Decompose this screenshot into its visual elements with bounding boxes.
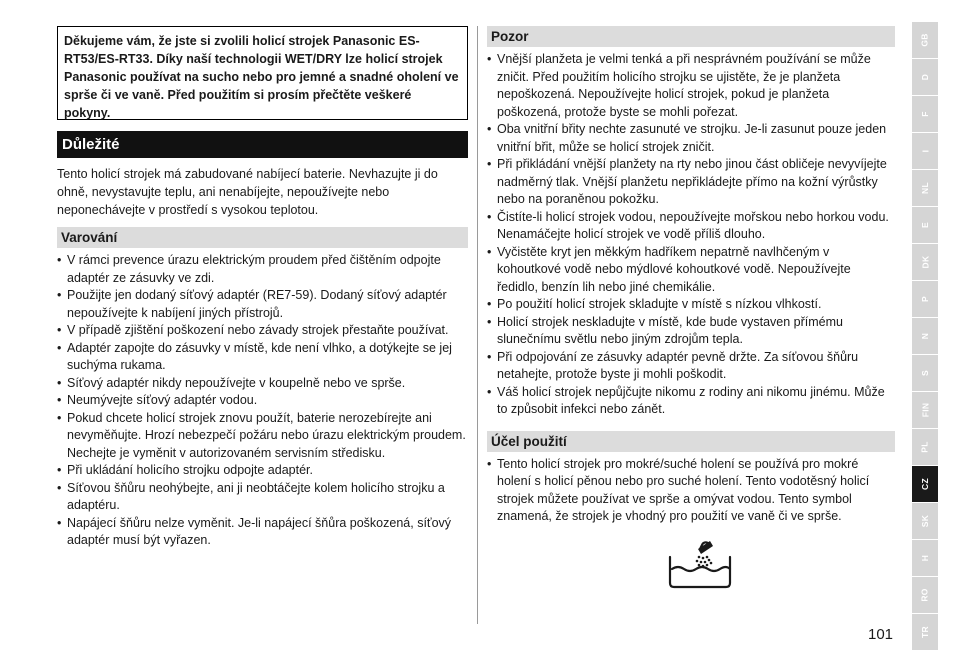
tab-label: PL — [920, 441, 930, 453]
list-item: • Napájecí šňůru nelze vyměnit. Je-li napájecí šňůra poškozená, síťový adaptér musí být vyřazen. — [57, 515, 468, 550]
caution-heading: Pozor — [487, 26, 895, 47]
purpose-heading: Účel použití — [487, 431, 895, 452]
list-item: • Neumývejte síťový adaptér vodou. — [57, 392, 468, 410]
list-item: • Čistíte-li holicí strojek vodou, nepoužívejte mořskou nebo horkou vodu. Nenamáčejte holicí strojek ve vodě příliš dlouho. — [487, 209, 895, 244]
tab-fin[interactable] — [912, 392, 938, 428]
tab-cz[interactable] — [912, 466, 938, 502]
list-item: • Vyčistěte kryt jen měkkým hadříkem nepatrně navlhčeným v kohoutkové vodě nebo mýdlové kohoutkové vodě. Nepoužívejte ředidlo, benzín lih nebo jiné chemikálie. — [487, 244, 895, 297]
left-column — [57, 26, 468, 550]
list-item: • Síťový adaptér nikdy nepoužívejte v koupelně nebo ve sprše. — [57, 375, 468, 393]
list-item: • Síťovou šňůru neohýbejte, ani ji neobtáčejte kolem holicího strojku a adaptéru. — [57, 480, 468, 515]
tab-label: CZ — [920, 478, 930, 490]
warning-list — [57, 252, 468, 550]
list-item: • V případě zjištění poškození nebo závady strojek přestaňte používat. — [57, 322, 468, 340]
tab-label: D — [919, 73, 930, 81]
purpose-list — [487, 456, 895, 526]
tab-label: RO — [919, 588, 930, 602]
right-column — [487, 26, 895, 526]
tab-n[interactable] — [912, 318, 938, 354]
tab-label: DK — [919, 255, 930, 269]
list-item: • Pokud chcete holicí strojek znovu použít, baterie nerozebírejte ani nevyměňujte. Hrozí nebezpečí požáru nebo úrazu elektrickým proudem. Nechejte je vyměnit v autorizovaném servisním středisku. — [57, 410, 468, 463]
tab-label: I — [919, 149, 930, 153]
tab-f[interactable] — [912, 96, 938, 132]
list-item: • Adaptér zapojte do zásuvky v místě, kde není vlhko, a dotýkejte se jej suchýma rukama. — [57, 340, 468, 375]
language-tabs — [912, 22, 938, 651]
column-divider — [477, 26, 478, 624]
tab-label: FIN — [920, 402, 930, 418]
important-text: Tento holicí strojek má zabudované nabíjecí baterie. Nevhazujte ji do ohně, nevystavujte teplu, ani nenabíjejte, nepoužívejte nebo neponechávejte v prostředí s vysokou teplotou. — [57, 167, 438, 217]
tab-label: GB — [919, 33, 930, 47]
tab-pl[interactable] — [912, 429, 938, 465]
list-item: • Použijte jen dodaný síťový adaptér (RE7-59). Dodaný síťový adaptér nepoužívejte k nabíjení jiných přístrojů. — [57, 287, 468, 322]
tab-p[interactable] — [912, 281, 938, 317]
list-item: • Při odpojování ze zásuvky adaptér pevně držte. Za síťovou šňůru netahejte, protože byste ji mohli poškodit. — [487, 349, 895, 384]
tab-label: F — [920, 111, 930, 117]
list-item: • Oba vnitřní břity nechte zasunuté ve strojku. Je-li zasunut pouze jeden vnitřní břit, může se holicí strojek zničit. — [487, 121, 895, 156]
list-item: • Vnější planžeta je velmi tenká a při nesprávném používání se může zničit. Před použitím holicího strojku se ujistěte, že je planžeta nepoškozená. Nepoužívejte holicí strojek, pokud je planžeta poškozená, protože byste se mohli pořezat. — [487, 51, 895, 121]
tab-dk[interactable] — [912, 244, 938, 280]
list-item: • Po použití holicí strojek skladujte v místě s nízkou vlhkostí. — [487, 296, 895, 314]
tab-gb[interactable] — [912, 22, 938, 58]
tab-label: S — [919, 370, 930, 376]
page-number: 101 — [868, 626, 894, 643]
tab-tr[interactable] — [912, 614, 938, 650]
important-heading: Důležité — [57, 131, 468, 158]
tab-e[interactable] — [912, 207, 938, 243]
tab-ro[interactable] — [912, 577, 938, 613]
caution-list — [487, 51, 895, 419]
tab-label: P — [919, 296, 930, 302]
shower-bath-icon — [668, 537, 732, 589]
tab-label: NL — [920, 182, 930, 194]
tab-label: H — [919, 554, 930, 562]
tab-label: N — [919, 332, 930, 340]
tab-label: TR — [920, 626, 930, 638]
tab-i[interactable] — [912, 133, 938, 169]
list-item: • Při přikládání vnější planžety na rty nebo jinou část obličeje nevyvíjejte nadměrný tlak. Vnější planžetu nepřikládejte přímo na kožní výrůstky nebo na poraněnou pokožku. — [487, 156, 895, 209]
list-item: • Tento holicí strojek pro mokré/suché holení se používá pro mokré holení s holicí pěnou nebo pro suché holení. Tento vodotěsný holicí strojek můžete používat ve sprše a omývat vodou. Tento symbol znamená, že strojek je vhodný pro použití ve vaně či ve sprše. — [487, 456, 895, 526]
intro-box: Děkujeme vám, že jste si zvolili holicí strojek Panasonic ES-RT53/ES-RT33. Díky naší technologii WET/DRY lze holicí strojek Panasonic používat na sucho nebo pro jemné a snadné oholení ve sprše či ve vaně. Před použitím si prosím přečtěte veškeré pokyny. — [57, 26, 468, 120]
tab-h[interactable] — [912, 540, 938, 576]
tab-d[interactable] — [912, 59, 938, 95]
tab-s[interactable] — [912, 355, 938, 391]
tab-nl[interactable] — [912, 170, 938, 206]
list-item: • Při ukládání holicího strojku odpojte adaptér. — [57, 462, 468, 480]
tab-sk[interactable] — [912, 503, 938, 539]
tab-label: E — [919, 222, 930, 228]
list-item: • Váš holicí strojek nepůjčujte nikomu z rodiny ani nikomu jinému. Může to způsobit infekci nebo zánět. — [487, 384, 895, 419]
list-item: • V rámci prevence úrazu elektrickým proudem před čištěním odpojte adaptér ze zásuvky ve zdi. — [57, 252, 468, 287]
list-item: • Holicí strojek neskladujte v místě, kde bude vystaven přímému slunečnímu světlu nebo jiným zdrojům tepla. — [487, 314, 895, 349]
tab-label: SK — [919, 514, 930, 528]
warning-heading: Varování — [57, 227, 468, 248]
